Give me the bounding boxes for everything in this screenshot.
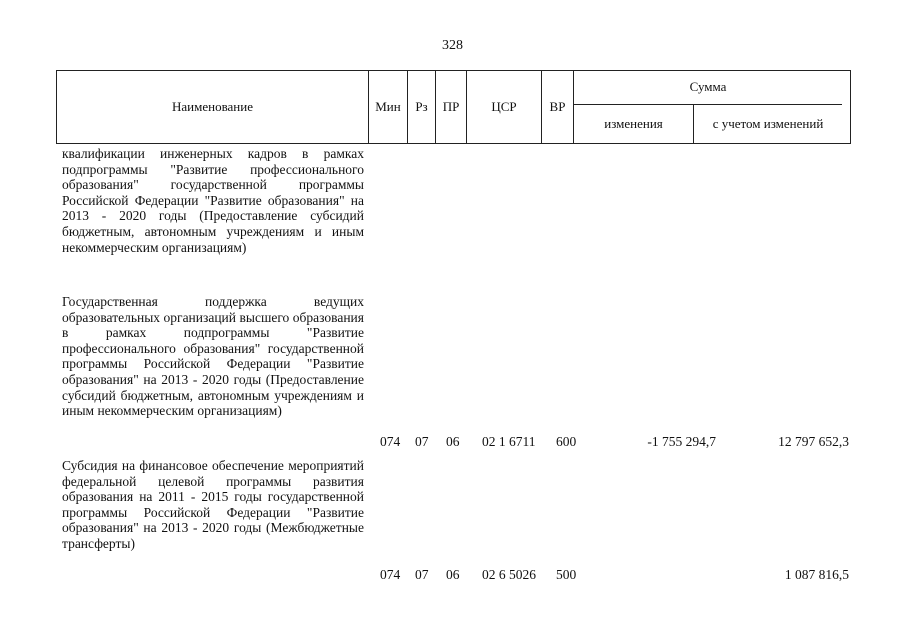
header-csr: ЦСР bbox=[467, 71, 542, 143]
header-change: изменения bbox=[574, 105, 694, 143]
row-change: -1 755 294,7 bbox=[647, 434, 716, 449]
row-vr: 600 bbox=[556, 434, 577, 449]
header-name: Наименование bbox=[57, 71, 369, 143]
row-pr: 06 bbox=[446, 434, 460, 449]
header-pr: ПР bbox=[436, 71, 467, 143]
row-vr: 500 bbox=[556, 567, 577, 582]
row-total: 1 087 816,5 bbox=[784, 567, 849, 582]
header-min: Мин bbox=[369, 71, 408, 143]
row-rz: 07 bbox=[415, 434, 429, 449]
row-csr: 02 6 5026 bbox=[482, 567, 536, 582]
page-number: 328 bbox=[442, 38, 463, 53]
header-vr: ВР bbox=[542, 71, 574, 143]
row-total: 12 797 652,3 bbox=[778, 434, 849, 449]
header-rz: Рз bbox=[408, 71, 436, 143]
header-with-change: с учетом изменений bbox=[712, 115, 824, 131]
row-pr: 06 bbox=[446, 567, 460, 582]
row-name: квалификации инженерных кадров в рамках подпрограммы "Развитие профессионального образования" государственной программы Российской Федерации "Развитие образования" на 2013 - 2020 годы (Предоставление субсидий бюджетным, автономным учреждениям и иным некоммерческим организациям) bbox=[62, 146, 364, 255]
row-name: Субсидия на финансовое обеспечение мероприятий федеральной целевой программы развития образования на 2011 - 2015 годы государственной программы Российской Федерации "Развитие образования" на 2013 - 2020 годы (Межбюджетные трансферты) bbox=[62, 458, 364, 551]
row-min: 074 bbox=[380, 434, 401, 449]
row-min: 074 bbox=[380, 567, 401, 582]
row-rz: 07 bbox=[415, 567, 429, 582]
row-csr: 02 1 6711 bbox=[482, 434, 536, 449]
table-header bbox=[56, 70, 851, 144]
row-name: Государственная поддержка ведущих образовательных организаций высшего образования в рамках подпрограммы "Развитие профессионального образования" государственной программы Российской Федерации "Развитие образования" на 2013 - 2020 годы (Предоставление субсидий бюджетным, автономным учреждениям и иным некоммерческим организациям) bbox=[62, 294, 364, 419]
header-sum: Сумма bbox=[574, 71, 842, 105]
